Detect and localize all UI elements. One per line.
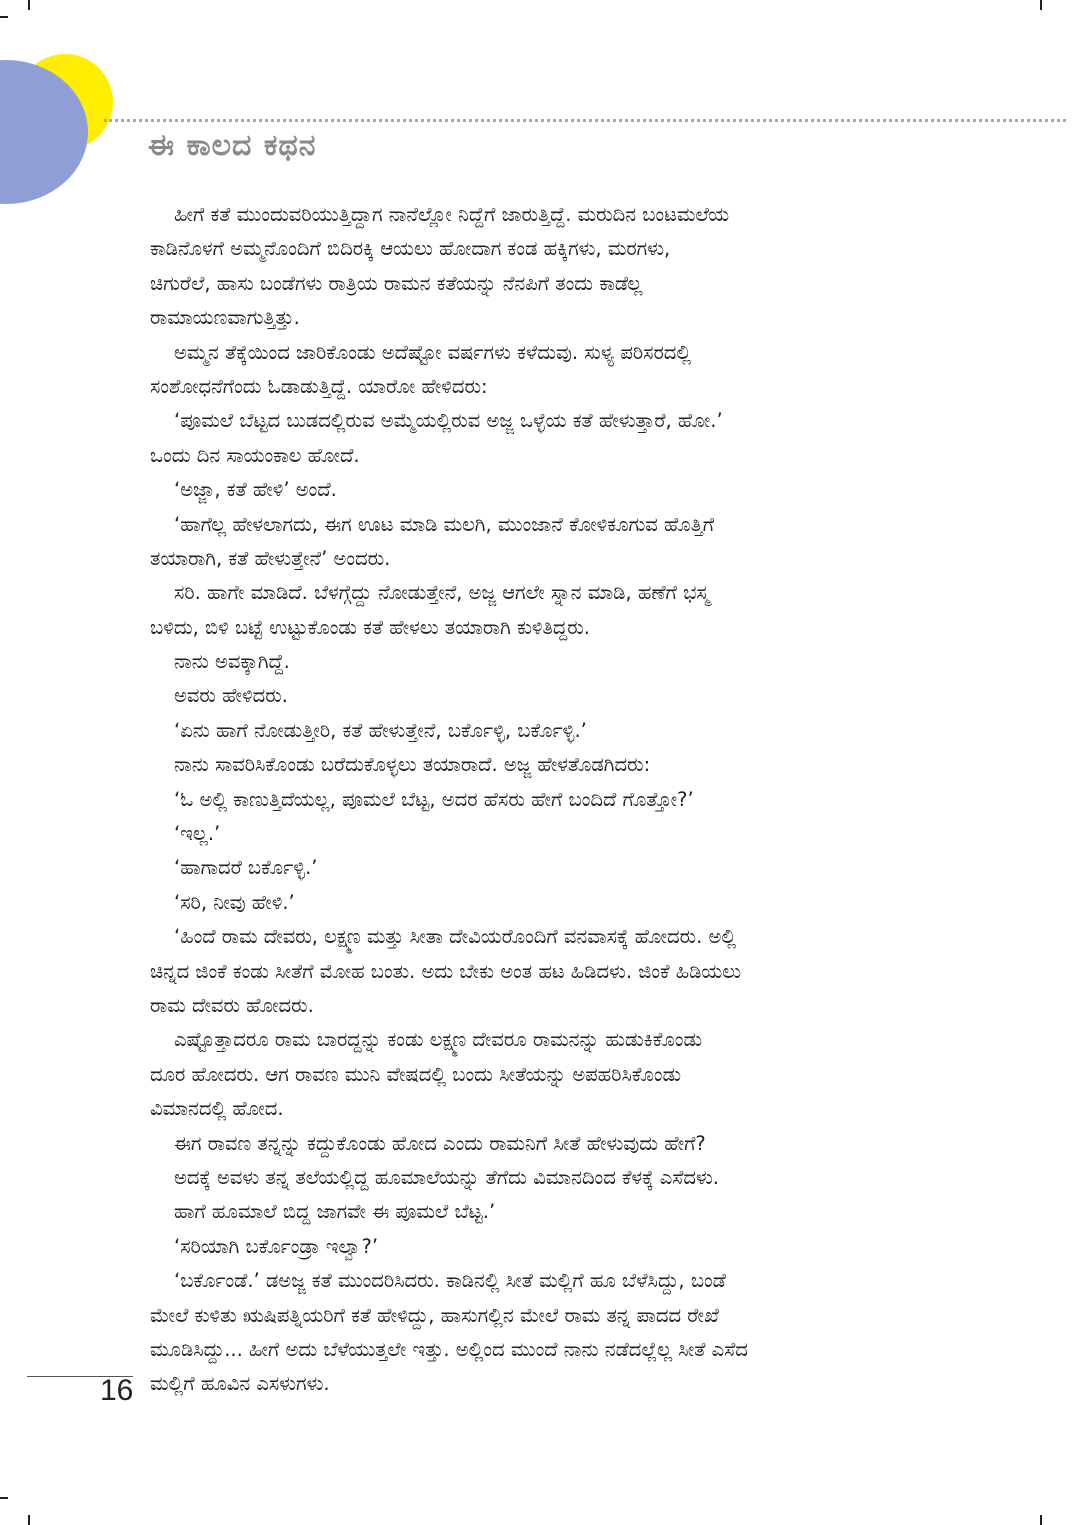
text-line: ಕಾಡಿನೊಳಗೆ ಅಮ್ಮನೊಂದಿಗೆ ಬಿದಿರಕ್ಕಿ ಆಯಲು ಹೋದಾಗ ಕಂಡ ಹಕ್ಕಿಗಳು, ಮರಗಳು, (150, 237, 671, 261)
text-line: ‘ಅಜ್ಜಾ, ಕತೆ ಹೇಳಿ’ ಅಂದೆ. (174, 478, 337, 502)
crop-mark-bottom-right (1040, 1515, 1042, 1525)
text-line: ನಾನು ಸಾವರಿಸಿಕೊಂಡು ಬರೆದುಕೊಳ್ಳಲು ತಯಾರಾದೆ. ಅಜ್ಜ ಹೇಳತೊಡಗಿದರು: (174, 753, 651, 777)
text-line: ಮಲ್ಲಿಗೆ ಹೂವಿನ ಎಸಳುಗಳು. (150, 1372, 330, 1396)
text-line: ರಾಮ ದೇವರು ಹೋದರು. (150, 993, 314, 1017)
text-line: ರಾಮಾಯಣವಾಗುತ್ತಿತ್ತು. (150, 306, 300, 330)
section-title: ಈ ಕಾಲದ ಕಥನ (148, 128, 317, 163)
text-line: ಸಂಶೋಧನೆಗೆಂದು ಓಡಾಡುತ್ತಿದ್ದೆ. ಯಾರೋ ಹೇಳಿದರು: (150, 374, 488, 398)
header-dotted-rule (104, 119, 1066, 122)
text-line: ದೂರ ಹೋದರು. ಆಗ ರಾವಣ ಮುನಿ ವೇಷದಲ್ಲಿ ಬಂದು ಸೀತೆಯನ್ನು ಅಪಹರಿಸಿಕೊಂಡು (150, 1062, 682, 1086)
decorative-circles (0, 50, 125, 265)
text-line: ‘ಹಾಗೆಲ್ಲ ಹೇಳಲಾಗದು, ಈಗ ಊಟ ಮಾಡಿ ಮಲಗಿ, ಮುಂಜಾನೆ ಕೋಳಿಕೂಗುವ ಹೊತ್ತಿಗೆ (174, 512, 715, 536)
text-line: ಈಗ ರಾವಣ ತನ್ನನ್ನು ಕದ್ದುಕೊಂಡು ಹೋದ ಎಂದು ರಾಮನಿಗೆ ಸೀತೆ ಹೇಳುವುದು ಹೇಗೆ? (174, 1131, 706, 1155)
text-line: ಎಷ್ಟೊತ್ತಾದರೂ ರಾಮ ಬಾರದ್ದನ್ನು ಕಂಡು ಲಕ್ಷ್ಮಣ ದೇವರೂ ರಾಮನನ್ನು ಹುಡುಕಿಕೊಂಡು (174, 1028, 703, 1052)
text-line: ಚಿನ್ನದ ಜಿಂಕೆ ಕಂಡು ಸೀತೆಗೆ ಮೋಹ ಬಂತು. ಅದು ಬೇಕು ಅಂತ ಹಟ ಹಿಡಿದಳು. ಜಿಂಕೆ ಹಿಡಿಯಲು (150, 959, 742, 983)
text-line: ಸರಿ. ಹಾಗೇ ಮಾಡಿದೆ. ಬೆಳಗ್ಗೆದ್ದು ನೋಡುತ್ತೇನೆ, ಅಜ್ಜ ಆಗಲೇ ಸ್ನಾನ ಮಾಡಿ, ಹಣೆಗೆ ಭಸ್ಮ (174, 581, 710, 605)
text-line: ‘ಇಲ್ಲ.’ (174, 822, 221, 846)
story-text (150, 198, 950, 1402)
text-line: ಅದಕ್ಕೆ ಅವಳು ತನ್ನ ತಲೆಯಲ್ಲಿದ್ದ ಹೂಮಾಲೆಯನ್ನು ತೆಗೆದು ವಿಮಾನದಿಂದ ಕೆಳಕ್ಕೆ ಎಸೆದಳು. (174, 1165, 719, 1189)
crop-mark-top-left (28, 0, 30, 10)
text-line: ಹೀಗೆ ಕತೆ ಮುಂದುವರಿಯುತ್ತಿದ್ದಾಗ ನಾನೆಲ್ಲೋ ನಿದ್ದೆಗೆ ಜಾರುತ್ತಿದ್ದೆ. ಮರುದಿನ ಬಂಟಮಲೆಯ (174, 203, 730, 226)
text-line: ಚಿಗುರೆಲೆ, ಹಾಸು ಬಂಡೆಗಳು ರಾತ್ರಿಯ ರಾಮನ ಕತೆಯನ್ನು ನೆನಪಿಗೆ ತಂದು ಕಾಡೆಲ್ಲ (150, 271, 643, 295)
crop-mark-top-right (1040, 0, 1042, 10)
text-line: ತಯಾರಾಗಿ, ಕತೆ ಹೇಳುತ್ತೇನೆ’ ಅಂದರು. (150, 546, 391, 570)
text-line: ವಿಮಾನದಲ್ಲಿ ಹೋದ. (150, 1097, 284, 1121)
text-line: ‘ಸರಿಯಾಗಿ ಬರ್ಕೊಂಡ್ರಾ ಇಲ್ವಾ?’ (174, 1234, 379, 1258)
text-line: ಒಂದು ದಿನ ಸಾಯಂಕಾಲ ಹೋದೆ. (150, 443, 360, 467)
text-line: ನಾನು ಅವಕ್ಕಾಗಿದ್ದೆ. (174, 650, 290, 674)
text-line: ‘ಹಾಗಾದರೆ ಬರ್ಕೊಳ್ಳಿ.’ (174, 856, 318, 880)
text-line: ಅವರು ಹೇಳಿದರು. (174, 684, 288, 708)
crop-mark-left-upper (0, 16, 8, 18)
text-line: ‘ಹಿಂದೆ ರಾಮ ದೇವರು, ಲಕ್ಷ್ಮಣ ಮತ್ತು ಸೀತಾ ದೇವಿಯರೊಂದಿಗೆ ವನವಾಸಕ್ಕೆ ಹೋದರು. ಅಲ್ಲಿ (174, 925, 737, 949)
text-line: ‘ಓ ಅಲ್ಲಿ ಕಾಣುತ್ತಿದೆಯಲ್ಲ, ಪೂಮಲೆ ಬೆಟ್ಟ, ಅದರ ಹೆಸರು ಹೇಗೆ ಬಂದಿದೆ ಗೊತ್ತೋ?’ (174, 787, 694, 811)
text-line: ಅಮ್ಮನ ತೆಕ್ಕೆಯಿಂದ ಜಾರಿಕೊಂಡು ಅದೆಷ್ಟೋ ವರ್ಷಗಳು ಕಳೆದುವು. ಸುಳ್ಯ ಪರಿಸರದಲ್ಲಿ (174, 340, 692, 364)
text-line: ಮೂಡಿಸಿದ್ದು... ಹೀಗೆ ಅದು ಬೆಳೆಯುತ್ತಲೇ ಇತ್ತು. ಅಲ್ಲಿಂದ ಮುಂದೆ ನಾನು ನಡೆದಲ್ಲೆಲ್ಲ ಸೀತೆ ಎಸೆದ (150, 1337, 748, 1361)
text-line: ‘ಪೂಮಲೆ ಬೆಟ್ಟದ ಬುಡದಲ್ಲಿರುವ ಅಮ್ಮೆಯಲ್ಲಿರುವ ಅಜ್ಜ ಒಳ್ಳೆಯ ಕತೆ ಹೇಳುತ್ತಾರೆ, ಹೋ.’ (174, 409, 723, 433)
text-line: ‘ಬರ್ಕೊಂಡೆ.’ ಡಅಜ್ಜ ಕತೆ ಮುಂದರಿಸಿದರು. ಕಾಡಿನಲ್ಲಿ ಸೀತೆ ಮಲ್ಲಿಗೆ ಹೂ ಬೆಳೆಸಿದ್ದು, ಬಂಡೆ (174, 1269, 726, 1293)
text-line: ‘ಸರಿ, ನೀವು ಹೇಳಿ.’ (174, 890, 295, 914)
text-line: ‘ಏನು ಹಾಗೆ ನೋಡುತ್ತೀರಿ, ಕತೆ ಹೇಳುತ್ತೇನೆ, ಬರ್ಕೊಳ್ಳಿ, ಬರ್ಕೊಳ್ಳಿ.’ (174, 718, 587, 742)
page-number: 16 (100, 1374, 134, 1407)
crop-mark-bottom-left (28, 1515, 30, 1525)
text-line: ಮೇಲೆ ಕುಳಿತು ಋಷಿಪತ್ನಿಯರಿಗೆ ಕತೆ ಹೇಳಿದ್ದು, ಹಾಸುಗಲ್ಲಿನ ಮೇಲೆ ರಾಮ ತನ್ನ ಪಾದದ ರೇಖೆ (150, 1303, 719, 1327)
text-line: ಹಾಗೆ ಹೂಮಾಲೆ ಬಿದ್ದ ಜಾಗವೇ ಈ ಪೂಮಲೆ ಬೆಟ್ಟ.’ (174, 1200, 496, 1224)
crop-mark-left-lower (0, 1497, 8, 1499)
text-line: ಬಳಿದು, ಬಿಳಿ ಬಟ್ಟೆ ಉಟ್ಟುಕೊಂಡು ಕತೆ ಹೇಳಲು ತಯಾರಾಗಿ ಕುಳಿತಿದ್ದರು. (150, 615, 590, 639)
